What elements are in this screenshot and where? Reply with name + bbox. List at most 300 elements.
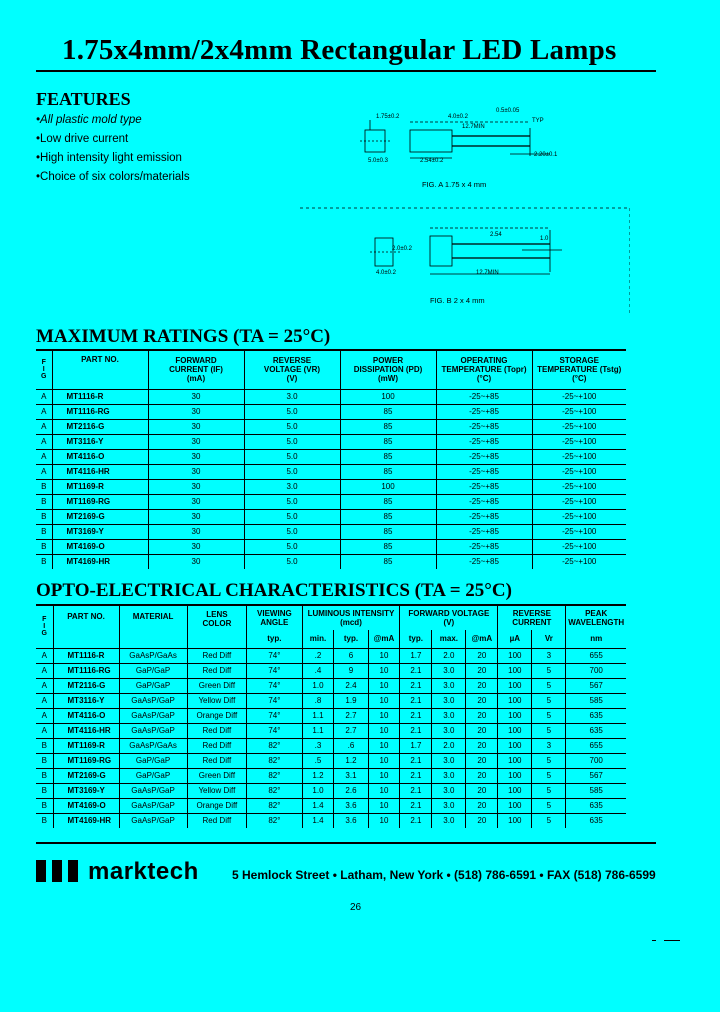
- table-cell: B: [36, 738, 53, 753]
- table-cell: 5.0: [244, 539, 340, 554]
- ratings-row: [36, 449, 626, 464]
- table-cell: 5: [532, 798, 566, 813]
- ratings-row: [36, 404, 626, 419]
- table-cell: 30: [148, 389, 244, 404]
- table-cell: 5.0: [244, 464, 340, 479]
- col-header-peak: PEAK WAVELENGTH: [566, 606, 626, 630]
- part-number-cell: MT1116-R: [53, 648, 119, 663]
- part-number-cell: MT3116-Y: [53, 693, 119, 708]
- sub-header: Vr: [532, 630, 566, 648]
- table-cell: 2.1: [400, 693, 432, 708]
- dimension-drawings: [300, 100, 630, 315]
- table-cell: Yellow Diff: [187, 783, 247, 798]
- scan-mark: [664, 940, 680, 941]
- table-cell: B: [36, 509, 52, 524]
- opto-row: [36, 663, 626, 678]
- table-cell: 74°: [247, 648, 302, 663]
- table-cell: 100: [340, 389, 436, 404]
- table-cell: 30: [148, 464, 244, 479]
- table-cell: 2.0: [432, 738, 466, 753]
- table-cell: 20: [466, 798, 498, 813]
- feature-item: •Low drive current: [36, 133, 129, 145]
- table-cell: GaP/GaP: [119, 678, 187, 693]
- part-number-cell: MT2169-G: [53, 768, 119, 783]
- table-cell: 85: [340, 524, 436, 539]
- table-cell: 635: [566, 708, 626, 723]
- table-cell: -25~+100: [532, 539, 626, 554]
- table-cell: 100: [498, 708, 532, 723]
- table-cell: 85: [340, 554, 436, 569]
- ratings-row: [36, 389, 626, 404]
- opto-heading: OPTO-ELECTRICAL CHARACTERISTICS (TA = 25°C): [36, 580, 512, 601]
- table-cell: 3.6: [334, 813, 368, 828]
- table-cell: -25~+85: [436, 449, 532, 464]
- table-cell: .3: [302, 738, 334, 753]
- table-cell: 100: [498, 663, 532, 678]
- table-cell: A: [36, 389, 52, 404]
- table-cell: 1.0: [302, 783, 334, 798]
- marktech-logo: marktech: [88, 858, 199, 885]
- table-cell: A: [36, 678, 53, 693]
- table-cell: 100: [498, 768, 532, 783]
- table-cell: 20: [466, 738, 498, 753]
- table-cell: 85: [340, 539, 436, 554]
- table-cell: 100: [498, 783, 532, 798]
- table-cell: 2.6: [334, 783, 368, 798]
- table-cell: 10: [368, 663, 400, 678]
- ratings-row: [36, 479, 626, 494]
- table-cell: 5.0: [244, 509, 340, 524]
- table-cell: 3.1: [334, 768, 368, 783]
- opto-row: [36, 783, 626, 798]
- table-cell: 10: [368, 738, 400, 753]
- table-cell: 5.0: [244, 419, 340, 434]
- opto-row: [36, 798, 626, 813]
- feature-item: •All plastic mold type: [36, 114, 142, 126]
- table-cell: 585: [566, 783, 626, 798]
- table-cell: 2.1: [400, 663, 432, 678]
- table-cell: 100: [498, 798, 532, 813]
- table-cell: 82°: [247, 813, 302, 828]
- table-cell: B: [36, 798, 53, 813]
- table-cell: 1.4: [302, 798, 334, 813]
- footer-rule: [36, 842, 656, 844]
- table-cell: -25~+85: [436, 539, 532, 554]
- col-header-forward-current: FORWARD CURRENT (IF) (mA): [148, 351, 244, 389]
- sub-header: typ.: [247, 630, 302, 648]
- table-cell: 5.0: [244, 434, 340, 449]
- table-cell: A: [36, 419, 52, 434]
- col-header-part: PART NO.: [53, 606, 119, 648]
- table-cell: 700: [566, 753, 626, 768]
- table-cell: 74°: [247, 723, 302, 738]
- table-cell: 567: [566, 678, 626, 693]
- table-cell: A: [36, 434, 52, 449]
- feature-item: •Choice of six colors/materials: [36, 171, 190, 183]
- part-number-cell: MT4116-O: [53, 708, 119, 723]
- table-cell: 2.0: [432, 648, 466, 663]
- col-header-viewing: VIEWING ANGLE: [247, 606, 302, 630]
- col-header-reverse-voltage: REVERSE VOLTAGE (VR) (V): [244, 351, 340, 389]
- part-number-cell: MT4169-O: [52, 539, 148, 554]
- table-cell: 5: [532, 663, 566, 678]
- sub-header: max.: [432, 630, 466, 648]
- table-cell: 2.7: [334, 708, 368, 723]
- table-cell: GaAsP/GaP: [119, 783, 187, 798]
- table-cell: 20: [466, 648, 498, 663]
- table-cell: 5: [532, 723, 566, 738]
- table-cell: 2.1: [400, 768, 432, 783]
- opto-row: [36, 753, 626, 768]
- table-cell: 3.0: [432, 783, 466, 798]
- fig-a-dim: TYP: [532, 118, 544, 124]
- opto-row: [36, 708, 626, 723]
- table-cell: .6: [334, 738, 368, 753]
- features-heading: FEATURES: [36, 89, 131, 109]
- table-cell: -25~+100: [532, 434, 626, 449]
- table-cell: 85: [340, 509, 436, 524]
- table-cell: 20: [466, 768, 498, 783]
- table-cell: 5.0: [244, 554, 340, 569]
- feature-item: •High intensity light emission: [36, 152, 182, 164]
- table-cell: 3.0: [432, 693, 466, 708]
- fig-b-dim: 4.0±0.2: [376, 270, 396, 276]
- table-cell: 5: [532, 708, 566, 723]
- table-cell: -25~+100: [532, 524, 626, 539]
- table-cell: 10: [368, 678, 400, 693]
- table-cell: 3.6: [334, 798, 368, 813]
- table-cell: 635: [566, 723, 626, 738]
- table-cell: 10: [368, 753, 400, 768]
- sub-header: @mA: [368, 630, 400, 648]
- table-cell: 2.4: [334, 678, 368, 693]
- fig-a-dim: 4.0±0.2: [448, 114, 468, 120]
- table-cell: 30: [148, 554, 244, 569]
- part-number-cell: MT4169-O: [53, 798, 119, 813]
- fig-a-dim: 0.5±0.05: [496, 108, 520, 114]
- table-cell: 30: [148, 524, 244, 539]
- title-rule: [36, 70, 656, 72]
- table-cell: 30: [148, 494, 244, 509]
- opto-row: [36, 693, 626, 708]
- table-cell: 5.0: [244, 494, 340, 509]
- fig-a-dim: 2.20±0.1: [534, 152, 558, 158]
- table-cell: 30: [148, 509, 244, 524]
- table-cell: Red Diff: [187, 648, 247, 663]
- table-cell: A: [36, 648, 53, 663]
- table-cell: -25~+85: [436, 554, 532, 569]
- table-cell: 3: [532, 738, 566, 753]
- table-cell: Red Diff: [187, 663, 247, 678]
- col-header-fig: F I G: [41, 359, 47, 381]
- table-cell: 82°: [247, 768, 302, 783]
- table-cell: -25~+85: [436, 479, 532, 494]
- table-cell: 9: [334, 663, 368, 678]
- fig-b-body-side: [430, 236, 452, 266]
- table-cell: Red Diff: [187, 723, 247, 738]
- col-header-reverse-current: REVERSE CURRENT: [498, 606, 566, 630]
- opto-row: [36, 723, 626, 738]
- part-number-cell: MT2169-G: [52, 509, 148, 524]
- table-cell: 3.0: [432, 663, 466, 678]
- col-header-lens: LENS COLOR: [187, 606, 247, 648]
- fig-b-dim: 2.0±0.2: [392, 246, 412, 252]
- table-cell: Red Diff: [187, 738, 247, 753]
- marktech-logo-icon: [36, 858, 82, 884]
- table-cell: -25~+85: [436, 494, 532, 509]
- table-cell: 85: [340, 434, 436, 449]
- table-cell: 2.1: [400, 813, 432, 828]
- table-cell: 10: [368, 813, 400, 828]
- ratings-row: [36, 509, 626, 524]
- table-cell: B: [36, 753, 53, 768]
- table-cell: 2.1: [400, 723, 432, 738]
- table-cell: 1.0: [302, 678, 334, 693]
- company-address: 5 Hemlock Street • Latham, New York • (518) 786-6591 • FAX (518) 786-6599: [232, 868, 656, 882]
- table-cell: Orange Diff: [187, 708, 247, 723]
- max-ratings-heading: MAXIMUM RATINGS (TA = 25°C): [36, 326, 331, 347]
- sub-header: typ.: [334, 630, 368, 648]
- table-cell: -25~+85: [436, 434, 532, 449]
- col-header-power: POWER DISSIPATION (PD) (mW): [340, 351, 436, 389]
- table-cell: 10: [368, 693, 400, 708]
- table-cell: 100: [498, 813, 532, 828]
- table-cell: 2.1: [400, 753, 432, 768]
- col-header-storage-temp: STORAGE TEMPERATURE (Tstg) (°C): [532, 351, 626, 389]
- table-cell: 3.0: [244, 389, 340, 404]
- table-cell: Green Diff: [187, 768, 247, 783]
- table-cell: -25~+100: [532, 494, 626, 509]
- table-cell: -25~+85: [436, 464, 532, 479]
- table-cell: 100: [498, 738, 532, 753]
- table-cell: 20: [466, 663, 498, 678]
- ratings-row: [36, 554, 626, 569]
- table-cell: -25~+85: [436, 524, 532, 539]
- col-header-luminous: LUMINOUS INTENSITY (mcd): [302, 606, 400, 630]
- table-cell: -25~+85: [436, 419, 532, 434]
- table-cell: 635: [566, 798, 626, 813]
- table-cell: A: [36, 723, 53, 738]
- table-cell: 2.7: [334, 723, 368, 738]
- table-cell: .2: [302, 648, 334, 663]
- ratings-row: [36, 494, 626, 509]
- table-cell: 5: [532, 693, 566, 708]
- fig-a-dim: 2.54±0.2: [420, 158, 444, 164]
- table-cell: 30: [148, 419, 244, 434]
- table-cell: -25~+100: [532, 419, 626, 434]
- table-cell: 700: [566, 663, 626, 678]
- table-cell: Orange Diff: [187, 798, 247, 813]
- scan-mark: [652, 940, 656, 941]
- part-number-cell: MT1169-RG: [52, 494, 148, 509]
- table-cell: 20: [466, 753, 498, 768]
- table-cell: 74°: [247, 708, 302, 723]
- table-cell: GaP/GaP: [119, 753, 187, 768]
- table-cell: 30: [148, 449, 244, 464]
- part-number-cell: MT4116-HR: [53, 723, 119, 738]
- table-cell: -25~+100: [532, 479, 626, 494]
- table-cell: 3.0: [244, 479, 340, 494]
- part-number-cell: MT2116-G: [53, 678, 119, 693]
- table-cell: Green Diff: [187, 678, 247, 693]
- fig-b-dim: 12.7MIN: [476, 270, 499, 276]
- part-number-cell: MT3169-Y: [53, 783, 119, 798]
- table-cell: 567: [566, 768, 626, 783]
- sub-header: min.: [302, 630, 334, 648]
- table-cell: 3: [532, 648, 566, 663]
- table-cell: -25~+100: [532, 464, 626, 479]
- part-number-cell: MT1116-R: [52, 389, 148, 404]
- part-number-cell: MT1116-RG: [52, 404, 148, 419]
- table-cell: 3.0: [432, 678, 466, 693]
- table-cell: .5: [302, 753, 334, 768]
- table-cell: GaAsP/GaP: [119, 708, 187, 723]
- table-cell: 2.1: [400, 678, 432, 693]
- table-cell: 3.0: [432, 708, 466, 723]
- table-cell: GaAsP/GaP: [119, 693, 187, 708]
- opto-row: [36, 648, 626, 663]
- table-cell: 3.0: [432, 753, 466, 768]
- part-number-cell: MT3116-Y: [52, 434, 148, 449]
- table-cell: -25~+100: [532, 389, 626, 404]
- part-number-cell: MT4169-HR: [52, 554, 148, 569]
- part-number-cell: MT1169-RG: [53, 753, 119, 768]
- table-cell: B: [36, 554, 52, 569]
- max-ratings-table: [36, 351, 626, 569]
- table-cell: 100: [498, 678, 532, 693]
- table-cell: -25~+100: [532, 404, 626, 419]
- table-cell: -25~+85: [436, 389, 532, 404]
- table-cell: -25~+100: [532, 449, 626, 464]
- table-cell: B: [36, 783, 53, 798]
- fig-a-dim: 1.75±0.2: [376, 114, 400, 120]
- table-cell: 1.4: [302, 813, 334, 828]
- col-header-fig: F I G: [41, 616, 47, 638]
- table-cell: -25~+85: [436, 509, 532, 524]
- sub-header: µA: [498, 630, 532, 648]
- table-cell: 100: [498, 693, 532, 708]
- col-header-material: MATERIAL: [119, 606, 187, 648]
- table-cell: 10: [368, 798, 400, 813]
- table-cell: 5.0: [244, 404, 340, 419]
- table-cell: 3.0: [432, 768, 466, 783]
- table-cell: 655: [566, 738, 626, 753]
- table-cell: 1.1: [302, 708, 334, 723]
- table-cell: 20: [466, 678, 498, 693]
- fig-b-dim: 2.54: [490, 232, 502, 238]
- table-cell: 85: [340, 419, 436, 434]
- table-cell: 100: [340, 479, 436, 494]
- table-cell: .8: [302, 693, 334, 708]
- sub-header: @mA: [466, 630, 498, 648]
- table-cell: 1.2: [334, 753, 368, 768]
- table-cell: 10: [368, 783, 400, 798]
- table-cell: 30: [148, 404, 244, 419]
- table-cell: 100: [498, 753, 532, 768]
- table-cell: B: [36, 539, 52, 554]
- ratings-row: [36, 524, 626, 539]
- ratings-row: [36, 464, 626, 479]
- table-cell: 5: [532, 753, 566, 768]
- fig-a-dim: 12.7MIN: [462, 124, 485, 130]
- table-cell: -25~+100: [532, 554, 626, 569]
- table-cell: -25~+100: [532, 509, 626, 524]
- table-cell: 10: [368, 768, 400, 783]
- table-cell: 635: [566, 813, 626, 828]
- table-cell: .4: [302, 663, 334, 678]
- table-cell: 5: [532, 768, 566, 783]
- part-number-cell: MT3169-Y: [52, 524, 148, 539]
- table-cell: 20: [466, 693, 498, 708]
- col-header-operating-temp: OPERATING TEMPERATURE (Topr) (°C): [436, 351, 532, 389]
- part-number-cell: MT4169-HR: [53, 813, 119, 828]
- table-cell: 20: [466, 708, 498, 723]
- table-cell: 85: [340, 404, 436, 419]
- table-cell: B: [36, 768, 53, 783]
- table-cell: 30: [148, 539, 244, 554]
- table-cell: 1.9: [334, 693, 368, 708]
- table-cell: 85: [340, 464, 436, 479]
- table-cell: 30: [148, 434, 244, 449]
- table-cell: GaAsP/GaP: [119, 723, 187, 738]
- table-cell: 1.7: [400, 648, 432, 663]
- table-cell: Red Diff: [187, 753, 247, 768]
- ratings-row: [36, 539, 626, 554]
- table-cell: 5: [532, 783, 566, 798]
- fig-a-dim: 5.0±0.3: [368, 158, 388, 164]
- opto-table: [36, 606, 626, 828]
- sub-header: typ.: [400, 630, 432, 648]
- table-cell: 2.1: [400, 798, 432, 813]
- table-cell: 82°: [247, 798, 302, 813]
- table-cell: 20: [466, 813, 498, 828]
- table-cell: B: [36, 524, 52, 539]
- part-number-cell: MT4116-HR: [52, 464, 148, 479]
- table-cell: 6: [334, 648, 368, 663]
- table-cell: A: [36, 693, 53, 708]
- table-cell: A: [36, 404, 52, 419]
- table-cell: 100: [498, 723, 532, 738]
- part-number-cell: MT1116-RG: [53, 663, 119, 678]
- part-number-cell: MT4116-O: [52, 449, 148, 464]
- table-cell: 655: [566, 648, 626, 663]
- table-cell: 1.7: [400, 738, 432, 753]
- table-cell: 5: [532, 813, 566, 828]
- table-cell: 20: [466, 723, 498, 738]
- table-cell: 3.0: [432, 723, 466, 738]
- fig-b-caption: FIG. B 2 x 4 mm: [430, 296, 485, 305]
- table-cell: Yellow Diff: [187, 693, 247, 708]
- table-cell: 5: [532, 678, 566, 693]
- table-cell: 74°: [247, 663, 302, 678]
- fig-a-caption: FIG. A 1.75 x 4 mm: [422, 180, 487, 189]
- ratings-row: [36, 419, 626, 434]
- table-cell: 3.0: [432, 813, 466, 828]
- table-cell: 82°: [247, 753, 302, 768]
- opto-row: [36, 813, 626, 828]
- table-cell: 10: [368, 648, 400, 663]
- table-cell: GaAsP/GaP: [119, 813, 187, 828]
- table-cell: A: [36, 464, 52, 479]
- table-cell: GaP/GaP: [119, 663, 187, 678]
- table-cell: 82°: [247, 783, 302, 798]
- table-cell: B: [36, 479, 52, 494]
- table-cell: 85: [340, 449, 436, 464]
- table-cell: -25~+85: [436, 404, 532, 419]
- table-cell: 5.0: [244, 524, 340, 539]
- table-cell: 82°: [247, 738, 302, 753]
- table-cell: 74°: [247, 693, 302, 708]
